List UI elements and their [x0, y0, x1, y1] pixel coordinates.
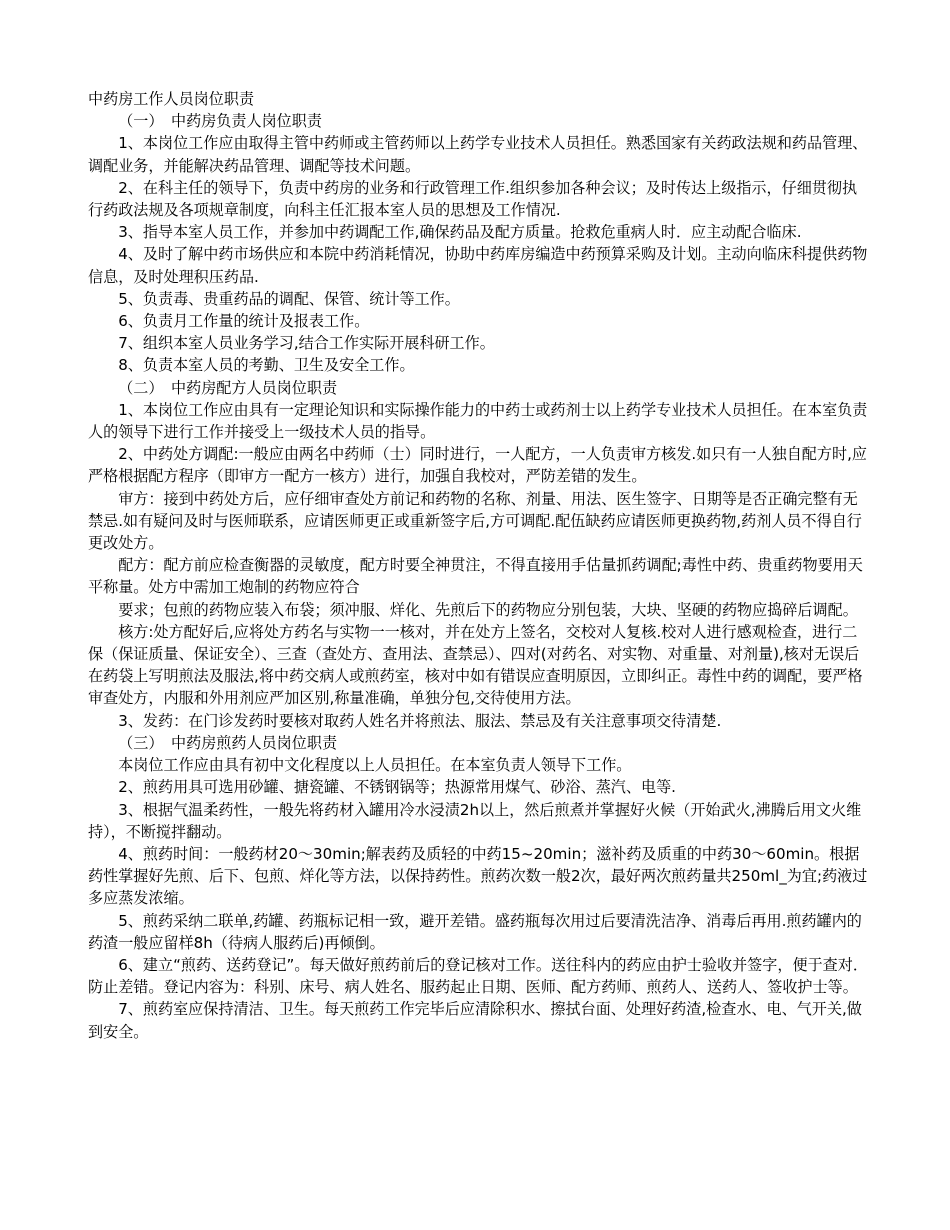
paragraph: 配方：配方前应检查衡器的灵敏度，配方时要全神贯注，不得直接用手估量抓药调配;毒性中药、贵重药物要用天平称量。处方中需加工炮制的药物应符合 [88, 556, 863, 597]
paragraph: 2、煎药用具可选用砂罐、搪瓷罐、不锈钢锅等；热源常用煤气、砂浴、蒸汽、电等. [118, 778, 676, 797]
paragraph: 3、根据气温柔药性，一般先将药材入罐用冷水浸渍2h以上，然后煎煮并掌握好火候（开始武火,沸腾后用文火维持），不断搅拌翻动。 [88, 800, 862, 841]
document-title: 中药房工作人员岗位职责 [88, 90, 255, 108]
paragraph: 5、负责毒、贵重药品的调配、保管、统计等工作。 [118, 289, 460, 308]
paragraph: 7、煎药室应保持清洁、卫生。每天煎药工作完毕后应清除积水、擦拭台面、处理好药渣,检查水、电、气开关,做到安全。 [88, 1000, 862, 1041]
section-heading-3: （三） 中药房煎药人员岗位职责 [118, 733, 338, 752]
section-heading-2: （二） 中药房配方人员岗位职责 [118, 378, 338, 397]
paragraph: 6、负责月工作量的统计及报表工作。 [118, 312, 370, 331]
section-heading-1: （一） 中药房负责人岗位职责 [118, 112, 322, 131]
paragraph: 7、组织本室人员业务学习,结合工作实际开展科研工作。 [118, 334, 495, 353]
paragraph: 8、负责本室人员的考勤、卫生及安全工作。 [118, 356, 415, 375]
paragraph: 4、煎药时间：一般药材20～30min;解表药及质轻的中药15~20min；滋补药及质重的中药30～60min。根据药性掌握好先煎、后下、包煎、烊化等方法，以保持药性。煎药次数一般2次，最好两次煎药量共250ml_为宜;药液过多应蒸发浓缩。 [88, 844, 868, 908]
paragraph: 1、本岗位工作应由具有一定理论知识和实际操作能力的中药士或药剂士以上药学专业技术人员担任。在本室负责人的领导下进行工作并接受上一级技术人员的指导。 [88, 400, 868, 442]
paragraph: 本岗位工作应由具有初中文化程度以上人员担任。在本室负责人领导下工作。 [118, 756, 632, 775]
paragraph: 6、建立“煎药、送药登记”。每天做好煎药前后的登记核对工作。送往科内的药应由护士验收并签字，便于查对．防止差错。登记内容为：科别、床号、病人姓名、服药起止日期、医师、配方药师、煎药人、送药人、签收护士等。 [88, 955, 868, 997]
paragraph: 1、本岗位工作应由取得主管中药师或主管药师以上药学专业技术人员担任。熟悉国家有关药政法规和药品管理、调配业务，并能解决药品管理、调配等技术问题。 [88, 134, 868, 175]
paragraph: 2、在科主任的领导下，负责中药房的业务和行政管理工作.组织参加各种会议；及时传达上级指示，仔细贯彻执行药政法规及各项规章制度，向科主任汇报本室人员的思想及工作情况. [88, 178, 858, 220]
paragraph: 5、煎药采纳二联单,药罐、药瓶标记相一致，避开差错。盛药瓶每次用过后要清洗洁净、消毒后再用.煎药罐内的药渣一般应留样8h（待病人服药后)再倾倒。 [88, 911, 862, 952]
paragraph: 2、中药处方调配:一般应由两名中药师（士）同时进行，一人配方，一人负责审方核发.如只有一人独自配方时,应严格根据配方程序（即审方一配方一核方）进行，加强自我校对，严防差错的发生。 [88, 445, 867, 486]
paragraph: 3、指导本室人员工作，并参加中药调配工作,确保药品及配方质量。抢救危重病人时．应主动配合临床. [118, 223, 802, 242]
paragraph: 3、发药：在门诊发药时要核对取药人姓名并将煎法、服法、禁忌及有关注意事项交待清楚. [118, 711, 722, 730]
paragraph: 4、及时了解中药市场供应和本院中药消耗情况，协助中药库房编造中药预算采购及计划。主动向临床科提供药物信息，及时处理积压药品. [88, 245, 868, 286]
paragraph: 审方：接到中药处方后，应仔细审查处方前记和药物的名称、剂量、用法、医生签字、日期等是否正确完整有无禁忌.如有疑问及时与医师联系，应请医师更正或重新签字后,方可调配.配伍缺药应请医师更换药物,药剂人员不得自行更改处方。 [88, 489, 862, 553]
document-page [88, 88, 868, 1043]
paragraph: 核方:处方配好后,应将处方药名与实物一一核对，并在处方上签名，交校对人复核.校对人进行感观检查，进行二保（保证质量、保证安全）、三查（查处方、查用法、查禁忌）、四对(对药名、对实物、对重量、对剂量),核对无误后在药袋上写明煎法及服法,将中药交病人或煎药室，核对中如有错误应查明原因，立即纠正。毒性中药的调配，要严格审查处方，内服和外用剂应严加区别,称量准确，单独分包,交待使用方法。 [88, 622, 863, 708]
paragraph: 要求；包煎的药物应装入布袋；须冲服、烊化、先煎后下的药物应分别包装，大块、坚硬的药物应捣碎后调配。 [118, 600, 858, 619]
